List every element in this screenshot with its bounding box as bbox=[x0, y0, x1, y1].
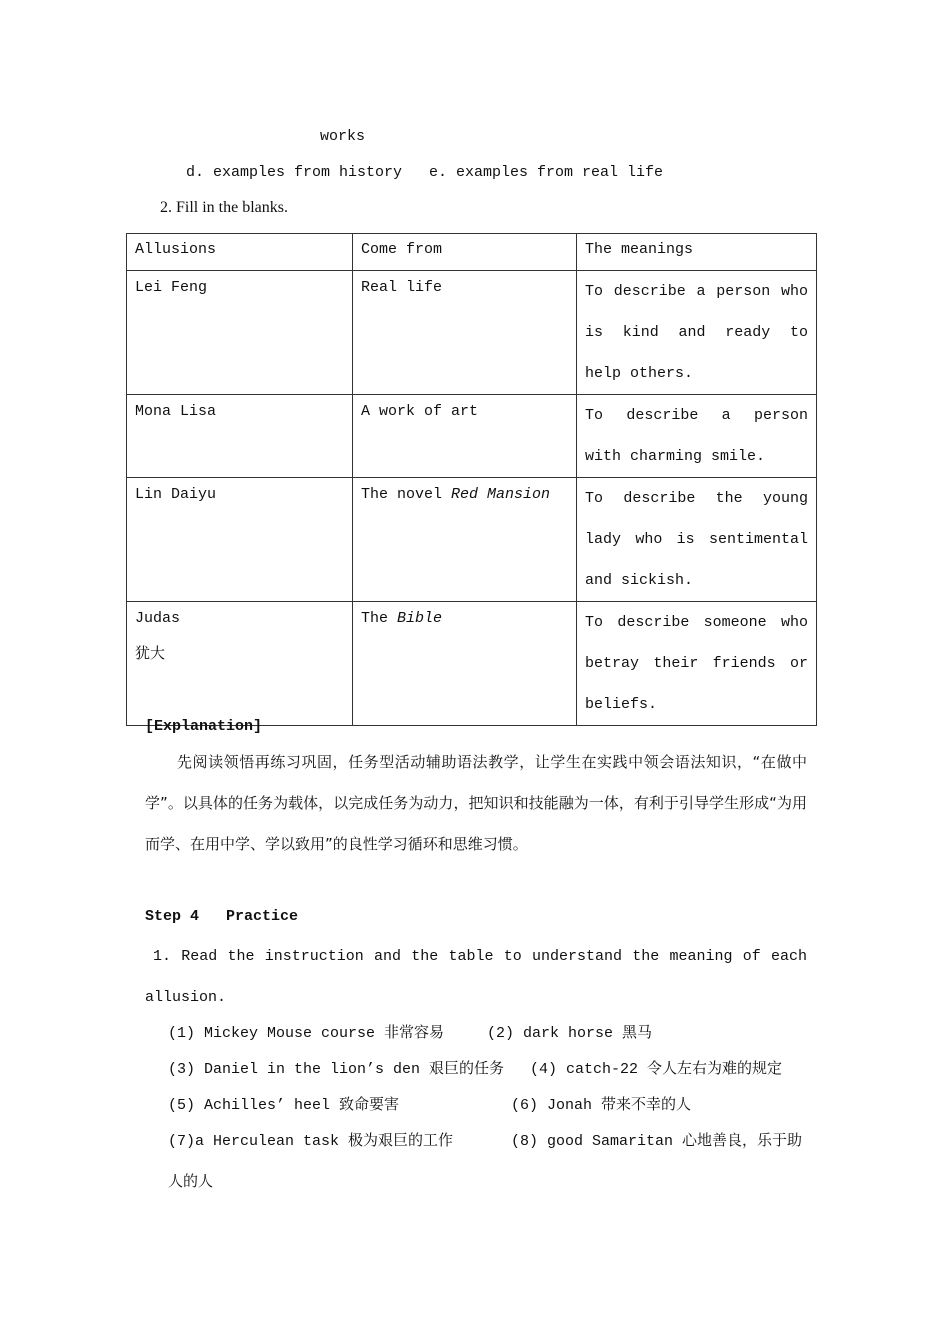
meaning-cell: To describe a person who is kind and ready to help others. bbox=[577, 271, 817, 395]
allusion-cell: Judas 犹大 bbox=[127, 602, 353, 726]
table-row bbox=[127, 395, 817, 478]
table-header-row bbox=[127, 234, 817, 271]
list-item: (6) Jonah 带来不幸的人 bbox=[511, 1097, 692, 1114]
list-item: 人的人 bbox=[168, 1174, 214, 1191]
allusions-table bbox=[126, 233, 817, 726]
meaning-cell: To describe a person with charming smile. bbox=[577, 395, 817, 478]
option-e: e. examples from real life bbox=[429, 164, 664, 181]
header-allusions: Allusions bbox=[127, 234, 353, 271]
table-row bbox=[127, 478, 817, 602]
explanation-label: [Explanation] bbox=[145, 718, 263, 735]
meaning-cell: To describe someone who betray their friends or beliefs. bbox=[577, 602, 817, 726]
step-4-instruction: 1. Read the instruction and the table to understand the meaning of each allusion. bbox=[145, 948, 807, 1006]
table-row bbox=[127, 602, 817, 726]
meaning-cell: To describe the young lady who is sentimental and sickish. bbox=[577, 478, 817, 602]
explanation-text: 先阅读领悟再练习巩固，任务型活动辅助语法教学，让学生在实践中领会语法知识，“在做中学”。以具体的任务为载体，以完成任务为动力，把知识和技能融为一体，有利于引导学生形成“为用而学、在用中学、学以致用”的良性学习循环和思维习惯。 bbox=[145, 753, 807, 853]
table-row bbox=[127, 271, 817, 395]
section-2-title: 2. Fill in the blanks. bbox=[160, 199, 288, 216]
list-item: (4) catch-22 令人左右为难的规定 bbox=[530, 1061, 783, 1078]
step-4-title: Step 4 Practice bbox=[145, 908, 299, 925]
come-from-cell: A work of art bbox=[353, 395, 577, 478]
allusion-cell: Lin Daiyu bbox=[127, 478, 353, 602]
works-text: works bbox=[320, 128, 366, 145]
option-d: d. examples from history bbox=[186, 164, 403, 181]
list-item: (1) Mickey Mouse course 非常容易 bbox=[168, 1025, 445, 1042]
list-item: (3) Daniel in the lion’s den 艰巨的任务 bbox=[168, 1061, 505, 1078]
come-from-cell: The Bible bbox=[353, 602, 577, 726]
header-come-from: Come from bbox=[353, 234, 577, 271]
come-from-cell: The novel Red Mansion bbox=[353, 478, 577, 602]
header-meanings: The meanings bbox=[577, 234, 817, 271]
list-item: (8) good Samaritan 心地善良，乐于助 bbox=[511, 1133, 803, 1150]
allusion-cell: Lei Feng bbox=[127, 271, 353, 395]
list-item: (5) Achilles’ heel 致命要害 bbox=[168, 1097, 400, 1114]
allusion-cell: Mona Lisa bbox=[127, 395, 353, 478]
come-from-cell: Real life bbox=[353, 271, 577, 395]
list-item: (7)a Herculean task 极为艰巨的工作 bbox=[168, 1133, 454, 1150]
list-item: (2) dark horse 黑马 bbox=[487, 1025, 653, 1042]
